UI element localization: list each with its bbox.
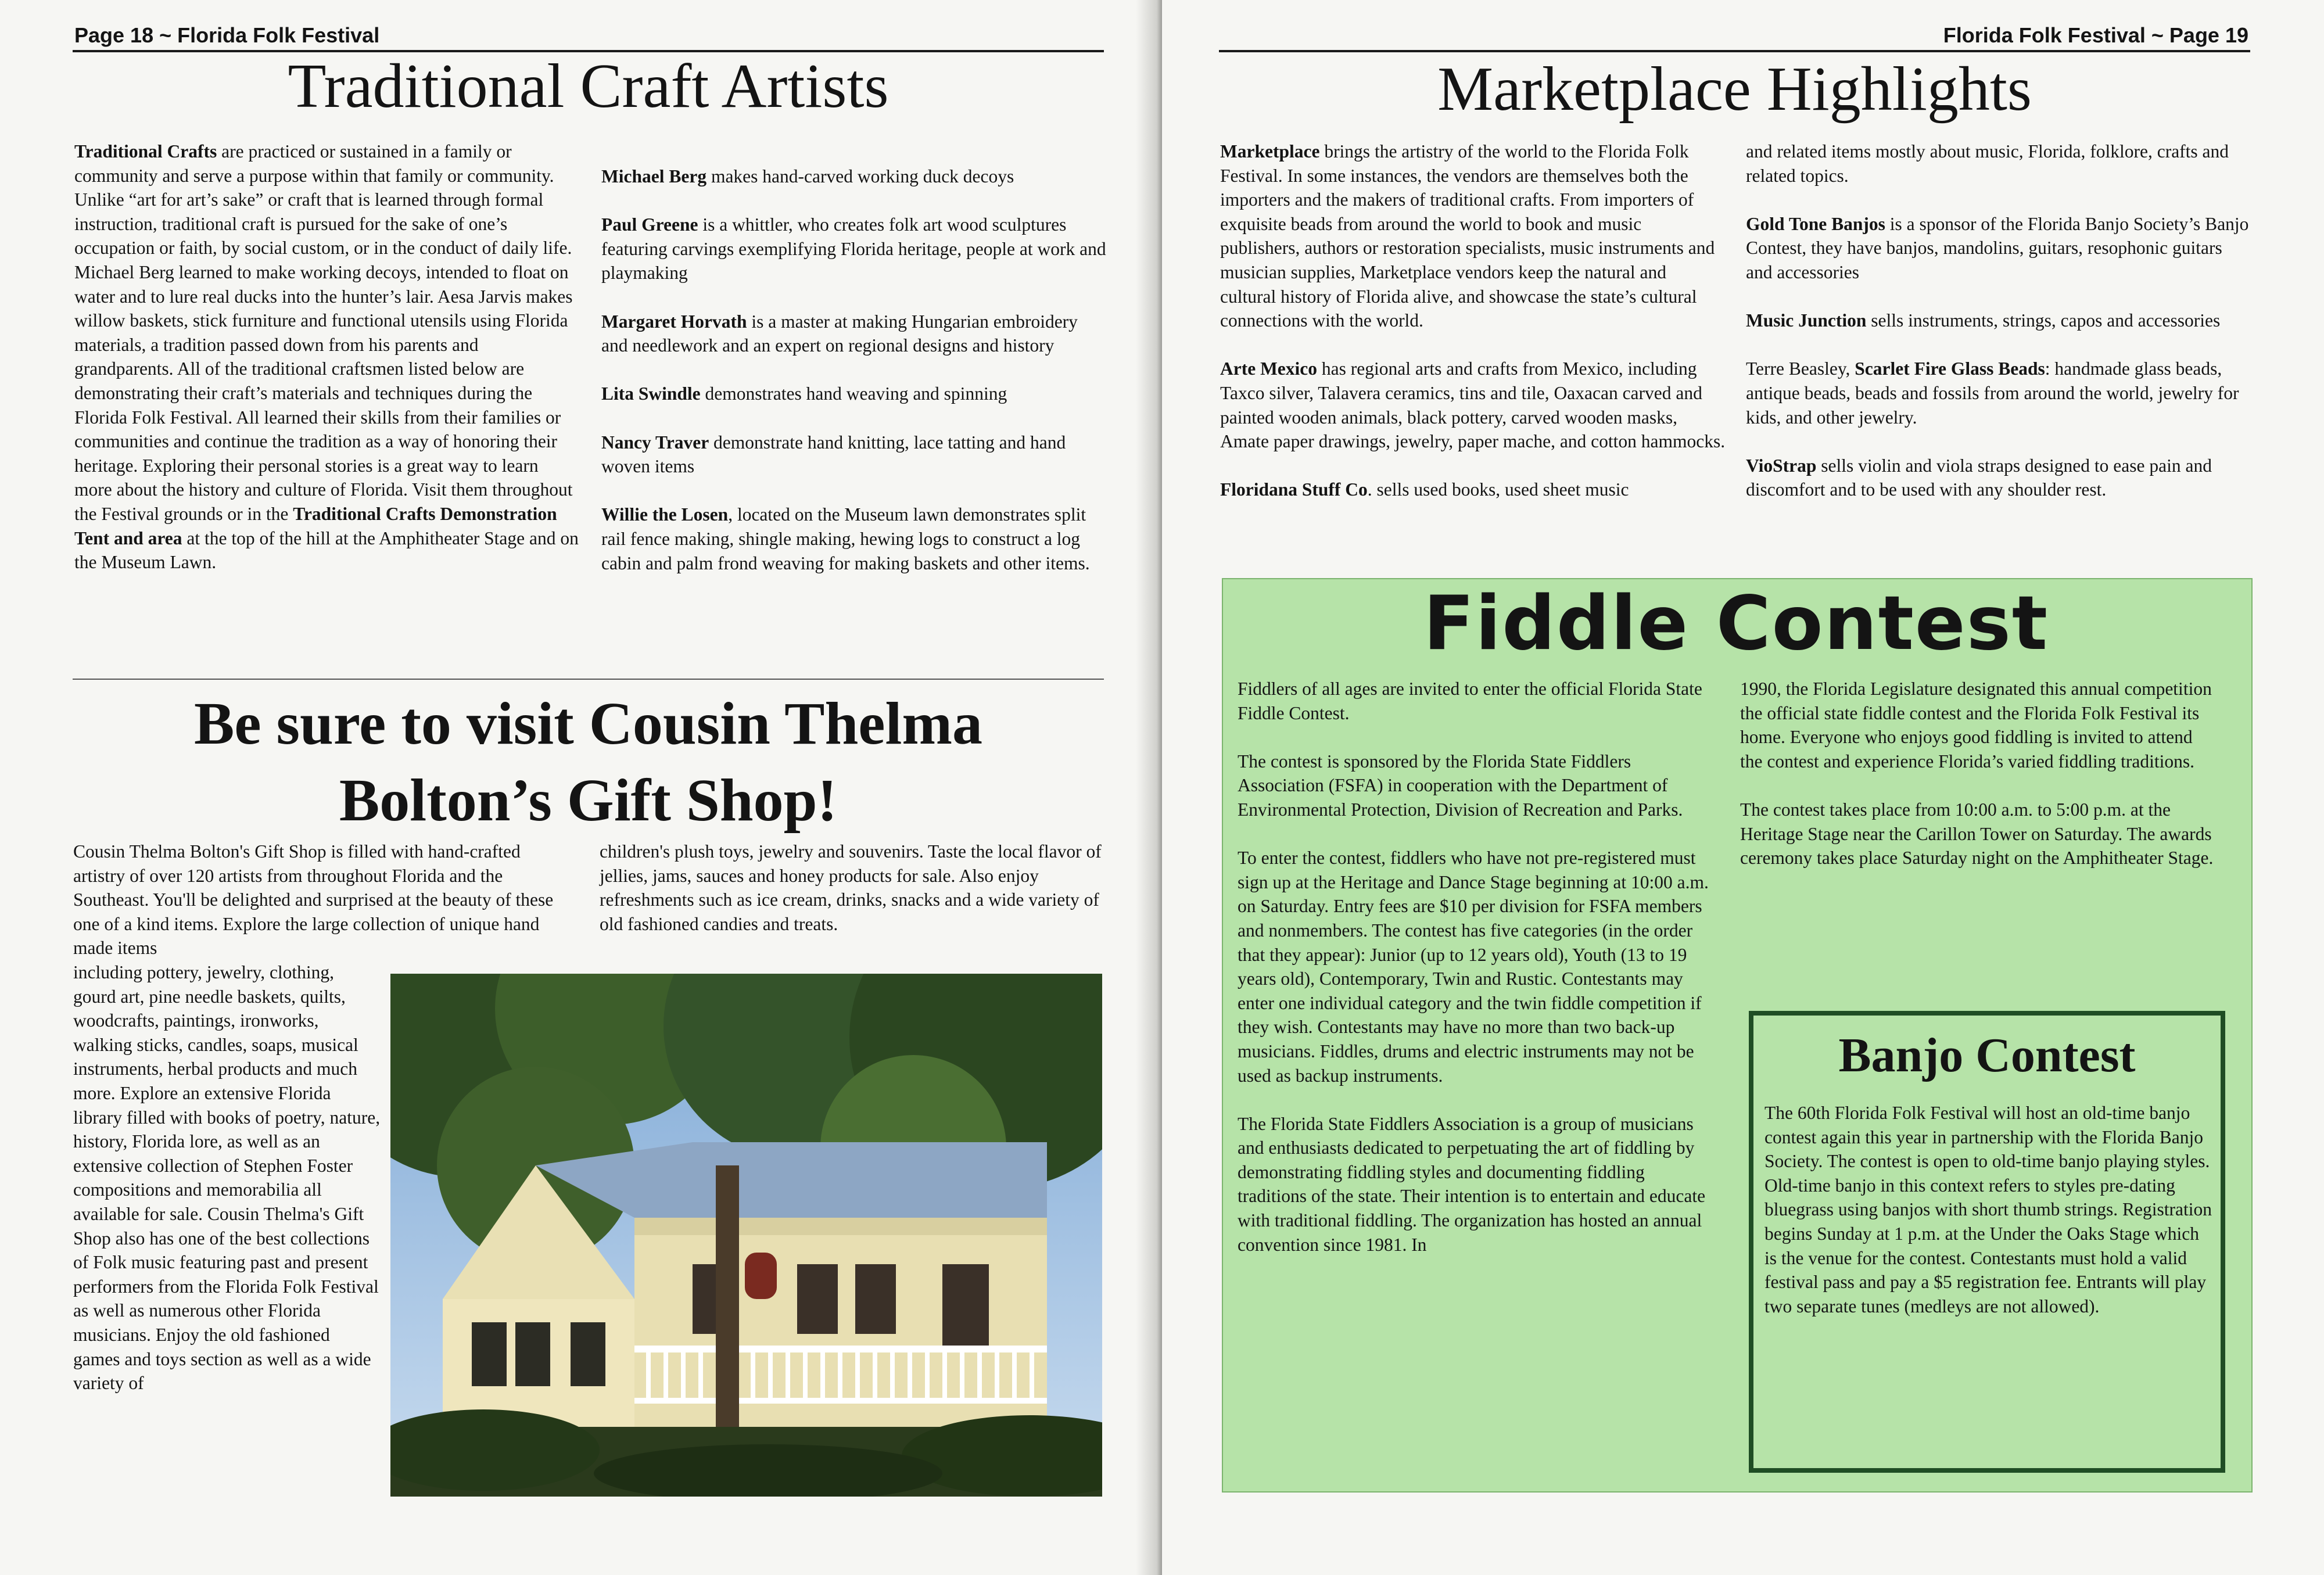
vendor-desc: : handmade glass beads, antique beads, beads and fossils from around the world, jewelry for kids, and other jewelry. xyxy=(1746,358,2239,428)
page-title: Traditional Craft Artists xyxy=(288,52,889,121)
artist-entry xyxy=(601,503,1107,575)
vendor-name: Arte Mexico xyxy=(1220,358,1318,379)
intro-text-a: are practiced or sustained in a family or community and serve a purpose within that family or community. Unlike “art for art’s sake” or craft that is learned through formal instruction, traditional craft is pursued for the sake of one’s occupation or faith, by social custom, or in the conduct of daily life. Michael Berg learned to make working decoys, intended to float on water and to lure real ducks into the hunter’s lair. Aesa Jarvis makes willow baskets, stick furniture and functional utensils using Florida materials, a tradition passed down from his parents and grandparents. All of the traditional craftsmen listed below are demonstrating their craft’s materials and techniques during the Florida Folk Festival. All learned their skills from their families or communities and continue the tradition as a way of honoring their heritage. Exploring their personal stories is a great way to learn more about the history and culture of Florida. Visit them throughout the Festival grounds or in the xyxy=(74,141,573,524)
fiddle-contest-title: Fiddle Contest xyxy=(1423,580,2049,667)
artist-desc: is a master at making Hungarian embroidery and needlework and an expert on regional designs and history xyxy=(601,311,1078,356)
vendor-entry xyxy=(1220,139,1726,333)
intro-paragraph xyxy=(74,139,580,598)
fiddle-paragraph: The contest takes place from 10:00 a.m. to 5:00 p.m. at the Heritage Stage near the Carillon Tower on Saturday. The awards ceremony takes place Saturday night on the Amphitheater Stage. xyxy=(1740,799,2214,869)
vendor-desc: brings the artistry of the world to the Florida Folk Festival. In some instances, the vendors are themselves both the importers and the makers of traditional crafts. From importers of exquisite beads from around the world to book and music publishers, authors or restoration specialists, music instruments and musician supplies, Marketplace vendors keep the natural and cultural history of Florida alive, and showcase the state’s cultural connections with the world. xyxy=(1220,141,1715,331)
artist-name: Nancy Traver xyxy=(601,432,709,453)
banjo-paragraph: The 60th Florida Folk Festival will host an old-time banjo contest again this year in partnership with the Florida Banjo Society. The contest is open to old-time banjo playing styles. Old-time banjo in this context refers to styles pre-dating bluegrass using banjos with short thumb strings. Registration begins Sunday at 1 p.m. at the Under the Oaks Stage which is the venue for the contest. Contestants must hold a valid festival pass and pay a $5 registration fee. Entrants will play two separate tunes (medleys are not allowed). xyxy=(1764,1103,2212,1316)
gift-shop-headline-line2: Bolton’s Gift Shop! xyxy=(339,767,838,834)
fiddle-paragraph: The Florida State Fiddlers Association is a group of musicians and enthusiasts dedicated to perpetuating the art of fiddling by demonstrating fiddling styles and documenting fiddling traditions of the state. Their intention is to entertain and educate with traditional fiddling. The organization has hosted an annual convention since 1981. In xyxy=(1238,1113,1706,1255)
artist-desc: , located on the Museum lawn demonstrates split rail fence making, shingle making, hewing logs to construct a log cabin and palm frond weaving for making baskets and other items. xyxy=(601,504,1090,573)
fiddle-paragraph: To enter the contest, fiddlers who have not pre-registered must sign up at the Heritage and Dance Stage beginning at 10:00 a.m. on Saturday. Entry fees are $10 per division for FSFA members and nonmembers. The contest has five categories (in the order that they appear): Junior (up to 12 years old), Youth (13 to 19 years old), Contemporary, Twin and Rustic. Contestants may enter one individual category and the twin fiddle competition if they wish. Contestants may have no more than two back-up musicians. Fiddles, drums and electric instruments may not be used as backup instruments. xyxy=(1238,848,1709,1086)
fiddle-col1 xyxy=(1238,677,1714,1281)
page-folio: Florida Folk Festival ~ Page 19 xyxy=(1943,23,2248,47)
vendor-entry xyxy=(1220,357,1726,453)
section-divider xyxy=(73,679,1104,680)
vendor-desc: . sells used books, used sheet music xyxy=(1367,479,1629,500)
left-page xyxy=(0,0,1153,1575)
vendor-desc: is a sponsor of the Florida Banjo Society’s Banjo Contest, they have banjos, mandolins, guitars, resophonic guitars and accessories xyxy=(1746,213,2249,282)
intro-text-c: at the top of the hill at the Amphitheater Stage and on the Museum Lawn. xyxy=(74,528,579,573)
vendor-name: Floridana Stuff Co xyxy=(1220,479,1368,500)
vendor-name: Scarlet Fire Glass Beads xyxy=(1855,358,2045,379)
artist-name: Margaret Horvath xyxy=(601,311,747,332)
artist-desc: demonstrates hand weaving and spinning xyxy=(700,383,1007,404)
artist-desc: demonstrate hand knitting, lace tatting and hand woven items xyxy=(601,432,1066,477)
fiddle-paragraph: 1990, the Florida Legislature designated this annual competition the official state fiddle contest and the Florida Folk Festival its home. Everyone who enjoys good fiddling is invited to attend the contest and experience Florida’s varied fiddling traditions. xyxy=(1740,679,2212,772)
banjo-contest-title: Banjo Contest xyxy=(1838,1028,2136,1082)
vendor-continuation: and related items mostly about music, Florida, folklore, crafts and related topics. xyxy=(1746,141,2229,186)
artist-name: Michael Berg xyxy=(601,166,707,186)
intro-lead: Traditional Crafts xyxy=(74,141,217,162)
artist-name: Willie the Losen xyxy=(601,504,729,525)
fiddle-col2 xyxy=(1740,677,2217,894)
header-rule xyxy=(1219,50,2250,52)
gift-shop-text: children's plush toys, jewelry and souvenirs. Taste the local flavor of jellies, jams, sauces and honey products for sale. Also enjoy refreshments such as ice cream, drinks, snacks and a wide variety of old fashioned candies and treats. xyxy=(600,841,1102,934)
page-title: Marketplace Highlights xyxy=(1437,55,2032,124)
vendor-entry xyxy=(1746,357,2251,429)
page-folio: Page 18 ~ Florida Folk Festival xyxy=(74,23,380,47)
vendor-name: Gold Tone Banjos xyxy=(1746,213,1885,234)
vendor-name: VioStrap xyxy=(1746,455,1817,476)
vendor-desc: sells instruments, strings, capos and accessories xyxy=(1866,310,2221,331)
artist-name: Paul Greene xyxy=(601,214,698,235)
artist-entry xyxy=(601,164,1107,189)
vendor-entry xyxy=(1746,212,2251,285)
artist-desc: makes hand-carved working duck decoys xyxy=(706,166,1014,186)
vendor-name: Marketplace xyxy=(1220,141,1320,162)
marketplace-col2 xyxy=(1746,139,2251,526)
vendor-entry xyxy=(1220,478,1726,502)
gift-shop-text: Cousin Thelma Bolton's Gift Shop is filled with hand-crafted artistry of over 120 artists from throughout Florida and the Southeast. You'll be delighted and surprised at the beauty of these one of a kind items. Explore the large collection of unique hand made items xyxy=(73,841,554,959)
gift-shop-col1-narrow xyxy=(73,960,381,1395)
intro-bold-location: Traditional Crafts Demonstration Tent and area xyxy=(74,503,557,548)
vendor-desc: sells violin and viola straps designed to ease pain and discomfort and to be used with any shoulder rest. xyxy=(1746,455,2212,500)
vendor-desc: has regional arts and crafts from Mexico, including Taxco silver, Talavera ceramics, tins and tile, Oaxacan carved and painted wooden animals, black pottery, carved wooden masks, Amate paper drawings, jewelry, paper mache, and cotton hammocks. xyxy=(1220,358,1726,452)
artist-name: Lita Swindle xyxy=(601,383,701,404)
gift-shop-text: including pottery, jewelry, clothing, gourd art, pine needle baskets, quilts, woodcrafts, paintings, ironworks, walking sticks, candles, soaps, musical instruments, herbal products and much more. Explore an extensive Florida library filled with books of poetry, nature, history, Florida lore, as well as an extensive collection of Stephen Foster compositions and memorabilia all available for sale. Cousin Thelma's Gift Shop also has one of the best collections of Folk music featuring past and present performers from the Florida Folk Festival as well as numerous other Florida musicians. Enjoy the old fashioned games and toys section as well as a wide variety of xyxy=(73,962,381,1394)
fiddle-paragraph: Fiddlers of all ages are invited to enter the official Florida State Fiddle Contest. xyxy=(1238,679,1702,723)
fiddle-paragraph: The contest is sponsored by the Florida State Fiddlers Association (FSFA) in cooperation with the Department of Environmental Protection, Division of Recreation and Parks. xyxy=(1238,751,1683,820)
artist-entry xyxy=(601,310,1107,358)
artist-entry xyxy=(601,382,1107,406)
marketplace-col1 xyxy=(1220,139,1726,526)
vendor-name: Music Junction xyxy=(1746,310,1867,331)
banjo-contest-text xyxy=(1764,1101,2212,1318)
vendor-entry xyxy=(1746,308,2251,333)
artist-entry xyxy=(601,430,1107,479)
vendor-pre: Terre Beasley, xyxy=(1746,358,1855,379)
gift-shop-headline xyxy=(73,686,1104,839)
gift-shop-headline-line1: Be sure to visit Cousin Thelma xyxy=(194,690,982,757)
artist-list xyxy=(601,164,1107,600)
gift-shop-photo xyxy=(390,974,1102,1497)
gift-shop-col2 xyxy=(600,839,1105,936)
vendor-entry xyxy=(1746,454,2251,502)
gift-shop-col1-top xyxy=(73,839,573,960)
artist-entry xyxy=(601,213,1107,285)
artist-desc: is a whittler, who creates folk art wood sculptures featuring carvings exemplifying Florida heritage, people at work and playmaking xyxy=(601,214,1106,284)
